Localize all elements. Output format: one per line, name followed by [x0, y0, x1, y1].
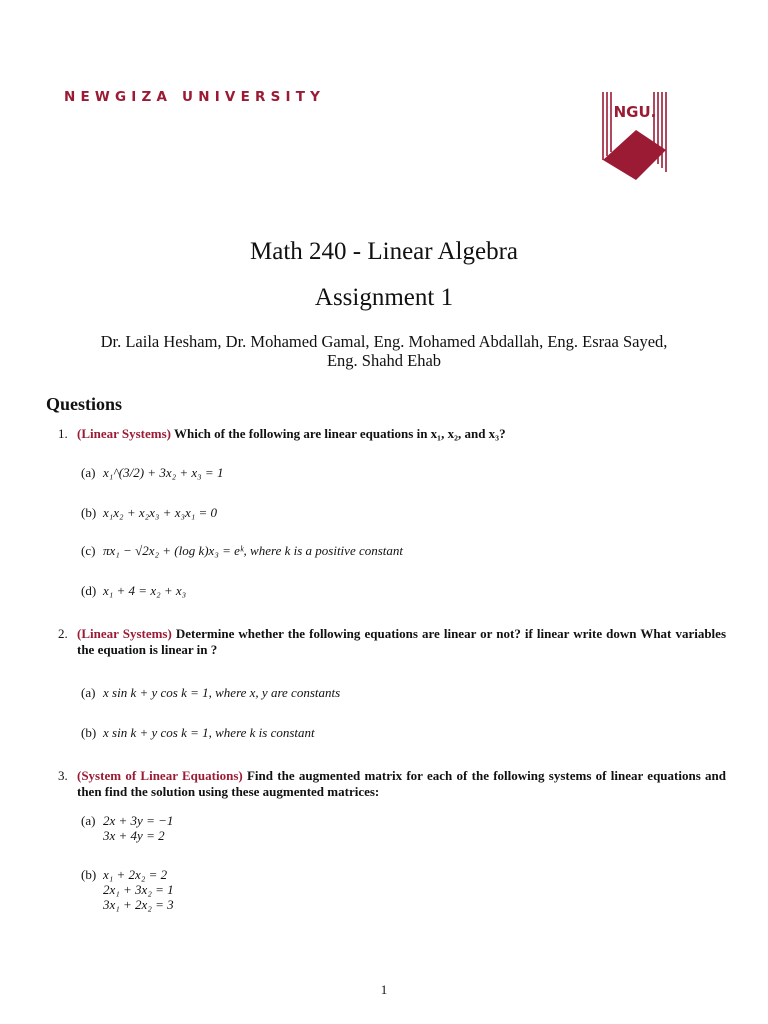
item-label: (a) — [81, 813, 96, 828]
question-1 — [58, 426, 726, 442]
ngu-logo — [598, 90, 672, 182]
item-text: πx₁ − √2x₂ + (log k)x₃ = eᵏ, where k is a positive constant — [103, 543, 404, 558]
item-label: (b) — [81, 725, 97, 740]
q3-item-a — [81, 813, 173, 843]
logo-chevron — [603, 130, 666, 180]
equation-line: 2x₁ + 3x₂ = 1 — [103, 882, 174, 897]
q1-item-a — [81, 465, 223, 480]
q1-item-b — [81, 505, 217, 520]
authors-line-2: Eng. Shahd Ehab — [326, 351, 442, 370]
q2-item-b — [81, 725, 315, 740]
item-label: (b) — [81, 867, 97, 882]
item-label: (a) — [81, 685, 96, 700]
question-2 — [58, 626, 726, 658]
course-title: Math 240 - Linear Algebra — [250, 238, 518, 265]
question-number: 1. — [58, 426, 68, 441]
item-text: x sin k + y cos k = 1, where k is constant — [103, 725, 315, 740]
equation-line: x₁ + 2x₂ = 2 — [103, 867, 168, 882]
authors-line-1: Dr. Laila Hesham, Dr. Mohamed Gamal, Eng. Mohamed Abdallah, Eng. Esraa Sayed, — [100, 332, 668, 351]
equation-line: 3x + 4y = 2 — [103, 828, 165, 843]
question-text — [77, 768, 726, 800]
item-label: (d) — [81, 583, 97, 598]
assignment-title: Assignment 1 — [314, 284, 454, 311]
question-number: 2. — [58, 626, 68, 641]
question-tag: (Linear Systems) — [77, 426, 172, 441]
question-number: 3. — [58, 768, 68, 783]
item-text: x₁^(3/2) + 3x₂ + x₃ = 1 — [103, 465, 224, 480]
equation-line: 3x₁ + 2x₂ = 3 — [103, 897, 174, 912]
q1-item-c — [81, 543, 403, 558]
question-tag: (System of Linear Equations) — [77, 768, 243, 783]
authors — [40, 332, 728, 370]
question-text — [77, 426, 726, 442]
q1-item-d — [81, 583, 186, 598]
question-text — [77, 626, 726, 658]
item-text: x₁x₂ + x₂x₃ + x₃x₁ = 0 — [103, 505, 218, 520]
q2-item-a — [81, 685, 340, 700]
item-text: x sin k + y cos k = 1, where x, y are constants — [103, 685, 341, 700]
question-3 — [58, 768, 726, 800]
question-body: Which of the following are linear equations in x₁, x₂, and x₃? — [174, 426, 506, 441]
question-body: Find the augmented matrix for each of the following systems of linear equations and then find the solution using these augmented matrices: — [77, 768, 726, 799]
item-text: x₁ + 4 = x₂ + x₃ — [103, 583, 187, 598]
equation-line: 2x + 3y = −1 — [103, 813, 174, 828]
logo-text: NGU. — [613, 103, 657, 121]
university-name: NEWGIZA UNIVERSITY — [64, 89, 326, 105]
item-label: (b) — [81, 505, 97, 520]
question-body: Determine whether the following equations are linear or not? if linear write down What variables the equation is linear in ? — [77, 626, 726, 657]
item-label: (a) — [81, 465, 96, 480]
q3-item-b — [81, 867, 174, 912]
page-number: 1 — [380, 982, 388, 997]
item-label: (c) — [81, 543, 96, 558]
section-title: Questions — [46, 394, 123, 414]
question-tag: (Linear Systems) — [77, 626, 172, 641]
